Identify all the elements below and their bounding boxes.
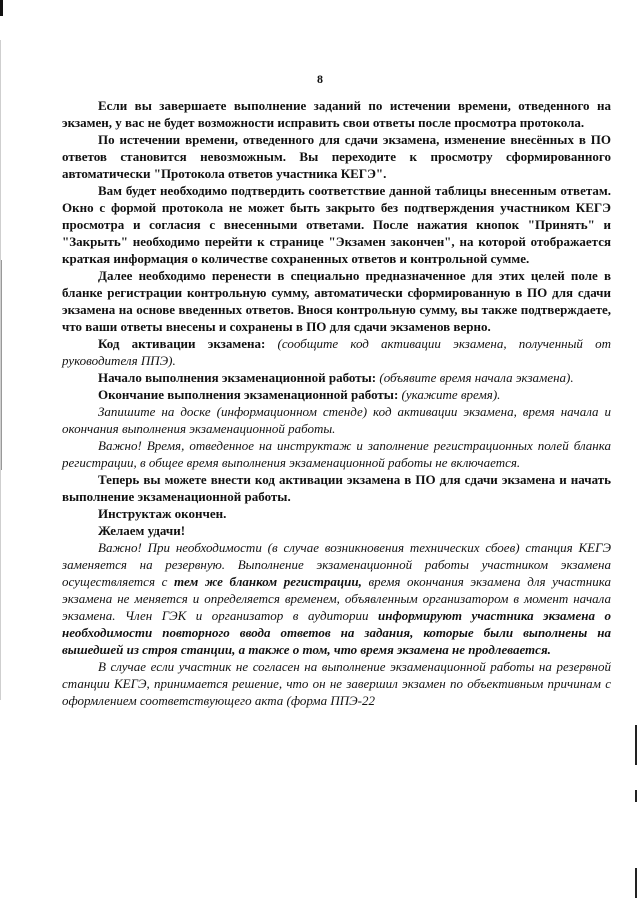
paragraph [62,522,611,539]
paragraph [62,369,611,386]
text-run: Код активации экзамена: [98,336,278,351]
text-run: Запишите на доске (информационном стенде) код активации экзамена, время начала и окончания выполнения экзаменационной работы. [62,404,611,436]
paragraph [62,539,611,658]
text-run: информируют участника экзамена о необходимости повторного ввода ответов на задания, которые были выполнены на вышедшей из строя станции, а также о том, что время экзамена не продлевается. [62,608,611,657]
scan-edge-mark [0,0,3,16]
text-run: Важно! При необходимости (в случае возникновения технических сбоев) станция КЕГЭ заменяется на резервную. Выполнение экзаменационной работы участником экзамена осуществляется с [62,540,611,589]
scan-edge-mark [635,868,637,898]
paragraph [62,182,611,267]
paragraph [62,131,611,182]
text-run: В случае если участник не согласен на выполнение экзаменационной работы на резервной станции КЕГЭ, принимается решение, что он не завершил экзамен по объективным причинам с оформлением соответствующего акта (форма ППЭ-22 [62,659,611,708]
document-body [62,97,611,709]
scan-edge-mark [635,725,637,765]
page-number: 8 [317,72,323,86]
paragraph [62,471,611,505]
paragraph [62,505,611,522]
text-run: Теперь вы можете внести код активации экзамена в ПО для сдачи экзамена и начать выполнение экзаменационной работы. [62,472,611,504]
paragraph [62,658,611,709]
paragraph [62,437,611,471]
paragraph [62,97,611,131]
text-run: По истечении времени, отведенного для сдачи экзамена, изменение внесённых в ПО ответов становится невозможным. Вы переходите к просмотру сформированного автоматически "Протокола ответов участника КЕГЭ". [62,132,611,181]
text-run: Вам будет необходимо подтвердить соответствие данной таблицы внесенным ответам. Окно с формой протокола не может быть закрыто без подтверждения участником КЕГЭ просмотра и согласия с внесенными ответами. После нажатия кнопок "Принять" и "Закрыть" необходимо перейти к странице "Экзамен закончен", на которой отображается краткая информация о количестве сохраненных ответов и контрольной сумме. [62,183,611,266]
text-run: Окончание выполнения экзаменационной работы: [98,387,402,402]
text-run: (объявите время начала экзамена). [379,370,574,385]
text-run: Желаем удачи! [98,523,186,538]
paragraph [62,403,611,437]
text-run: Инструктаж окончен. [98,506,227,521]
scan-edge-mark [635,790,637,802]
paragraph [62,335,611,369]
text-run: Важно! Время, отведенное на инструктаж и заполнение регистрационных полей бланка регистрации, в общее время выполнения экзаменационной работы не включается. [62,438,611,470]
text-run: Начало выполнения экзаменационной работы: [98,370,380,385]
paragraph [62,386,611,403]
text-run: (укажите время). [401,387,501,402]
text-run: Далее необходимо перенести в специально предназначенное для этих целей поле в бланке регистрации контрольную сумму, автоматически сформированную в ПО для сдачи экзамена на основе введенных ответов. Внося контрольную сумму, вы также подтверждаете, что ваши ответы внесены и сохранены в ПО для сдачи экзаменов верно. [62,268,611,334]
text-run: тем же бланком регистрации, [174,574,362,589]
text-run: (сообщите код активации экзамена, полученный от руководителя ППЭ). [62,336,611,368]
scan-edge-line [1,260,2,470]
text-run: Если вы завершаете выполнение заданий по истечении времени, отведенного на экзамен, у вас не будет возможности исправить свои ответы после просмотра протокола. [62,98,611,130]
paragraph [62,267,611,335]
text-run: время окончания экзамена для участника экзамена не меняется и определяется временем, объявленным организатором в момент начала экзамена. Член ГЭК и организатор в аудитории [62,574,611,623]
